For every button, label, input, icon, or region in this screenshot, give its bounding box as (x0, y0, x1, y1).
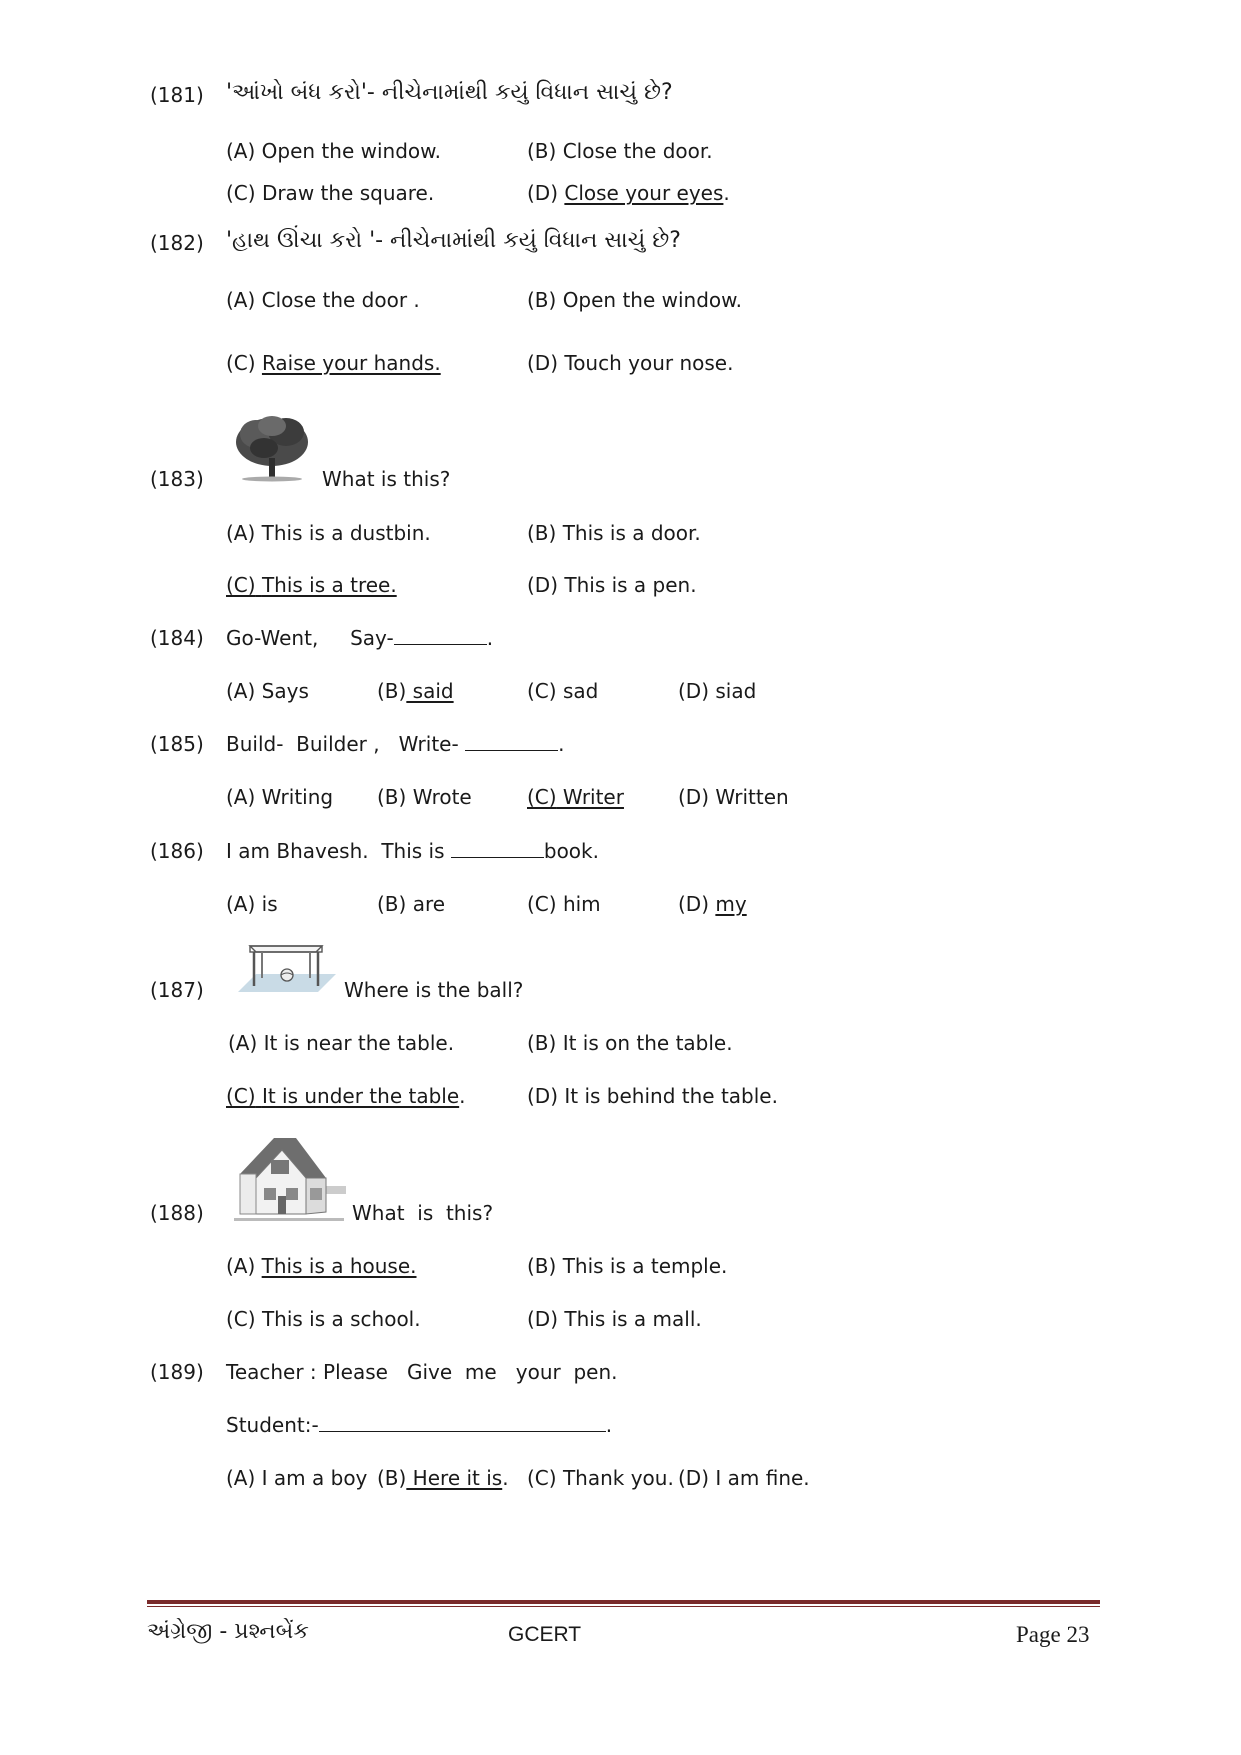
option-c: (C) sad (527, 679, 599, 703)
question-number: (187) (150, 978, 204, 1002)
option-c: (C) Draw the square. (226, 181, 435, 205)
option-c-correct: (C) Raise your hands. (226, 351, 441, 375)
option-d: (D) siad (678, 679, 757, 703)
option-d: (D) Touch your nose. (527, 351, 734, 375)
student-line: Student:- . (226, 1413, 613, 1437)
question-number: (185) (150, 732, 204, 756)
option-c-correct: (C) This is a tree. (226, 573, 397, 597)
option-a: (A) This is a dustbin. (226, 521, 431, 545)
option-d: (D) It is behind the table. (527, 1084, 778, 1108)
option-b: (B) This is a temple. (527, 1254, 728, 1278)
option-b: (B) This is a door. (527, 521, 701, 545)
option-d-correct: (D) my (678, 892, 747, 916)
question-number: (189) (150, 1360, 204, 1384)
footer-rule (147, 1600, 1100, 1604)
option-b: (B) Wrote (377, 785, 472, 809)
question-number: (184) (150, 626, 204, 650)
option-c-correct: (C) It is under the table. (226, 1084, 466, 1108)
footer-rule-thin (147, 1606, 1100, 1607)
option-b: (B) Close the door. (527, 139, 713, 163)
footer-subject: અંગ્રેજી - પ્રશ્નબેંક (147, 1619, 309, 1644)
option-b: (B) It is on the table. (527, 1031, 733, 1055)
question-prompt: Where is the ball? (344, 978, 524, 1002)
question-prompt: Build- Builder , Write- . (226, 732, 565, 756)
option-b: (B) are (377, 892, 446, 916)
option-b-correct: (B) Here it is. (377, 1466, 509, 1490)
question-prompt: Teacher : Please Give me your pen. (226, 1360, 618, 1384)
page-number: Page 23 (1016, 1622, 1090, 1647)
question-prompt: 'હાથ ઊંચા કરો '- નીચેનામાંથી કયું વિધાન સાચું છે? (226, 228, 681, 253)
table-ball-image (232, 940, 338, 1000)
option-a: (A) It is near the table. (228, 1031, 455, 1055)
option-a: (A) is (226, 892, 278, 916)
option-c: (C) This is a school. (226, 1307, 421, 1331)
option-b: (B) Open the window. (527, 288, 743, 312)
option-d: (D) This is a mall. (527, 1307, 702, 1331)
question-number: (183) (150, 467, 204, 491)
option-b-correct: (B) said (377, 679, 454, 703)
option-c: (C) him (527, 892, 601, 916)
option-a: (A) Says (226, 679, 309, 703)
option-d: (D) I am fine. (678, 1466, 810, 1490)
option-d: (D) This is a pen. (527, 573, 697, 597)
option-a: (A) Writing (226, 785, 334, 809)
option-a: (A) Open the window. (226, 139, 442, 163)
option-a: (A) I am a boy (226, 1466, 368, 1490)
option-c: (C) Thank you. (527, 1466, 674, 1490)
question-number: (188) (150, 1201, 204, 1225)
question-prompt: 'આંખો બંધ કરો'- નીચેનામાંથી કયું વિધાન સાચું છે? (226, 80, 673, 105)
question-number: (182) (150, 231, 204, 255)
question-number: (186) (150, 839, 204, 863)
house-image (226, 1134, 350, 1226)
option-c-correct: (C) Writer (527, 785, 624, 809)
option-a: (A) Close the door . (226, 288, 420, 312)
question-prompt: What is this? (352, 1201, 494, 1225)
option-a-correct: (A) This is a house. (226, 1254, 417, 1278)
footer-publisher: GCERT (508, 1623, 582, 1646)
question-prompt: What is this? (322, 467, 451, 491)
question-prompt: I am Bhavesh. This is book. (226, 839, 599, 863)
question-prompt: Go-Went, Say- . (226, 626, 494, 650)
option-d-correct: (D) Close your eyes. (527, 181, 730, 205)
tree-image (234, 414, 310, 484)
option-d: (D) Written (678, 785, 789, 809)
question-number: (181) (150, 83, 204, 107)
